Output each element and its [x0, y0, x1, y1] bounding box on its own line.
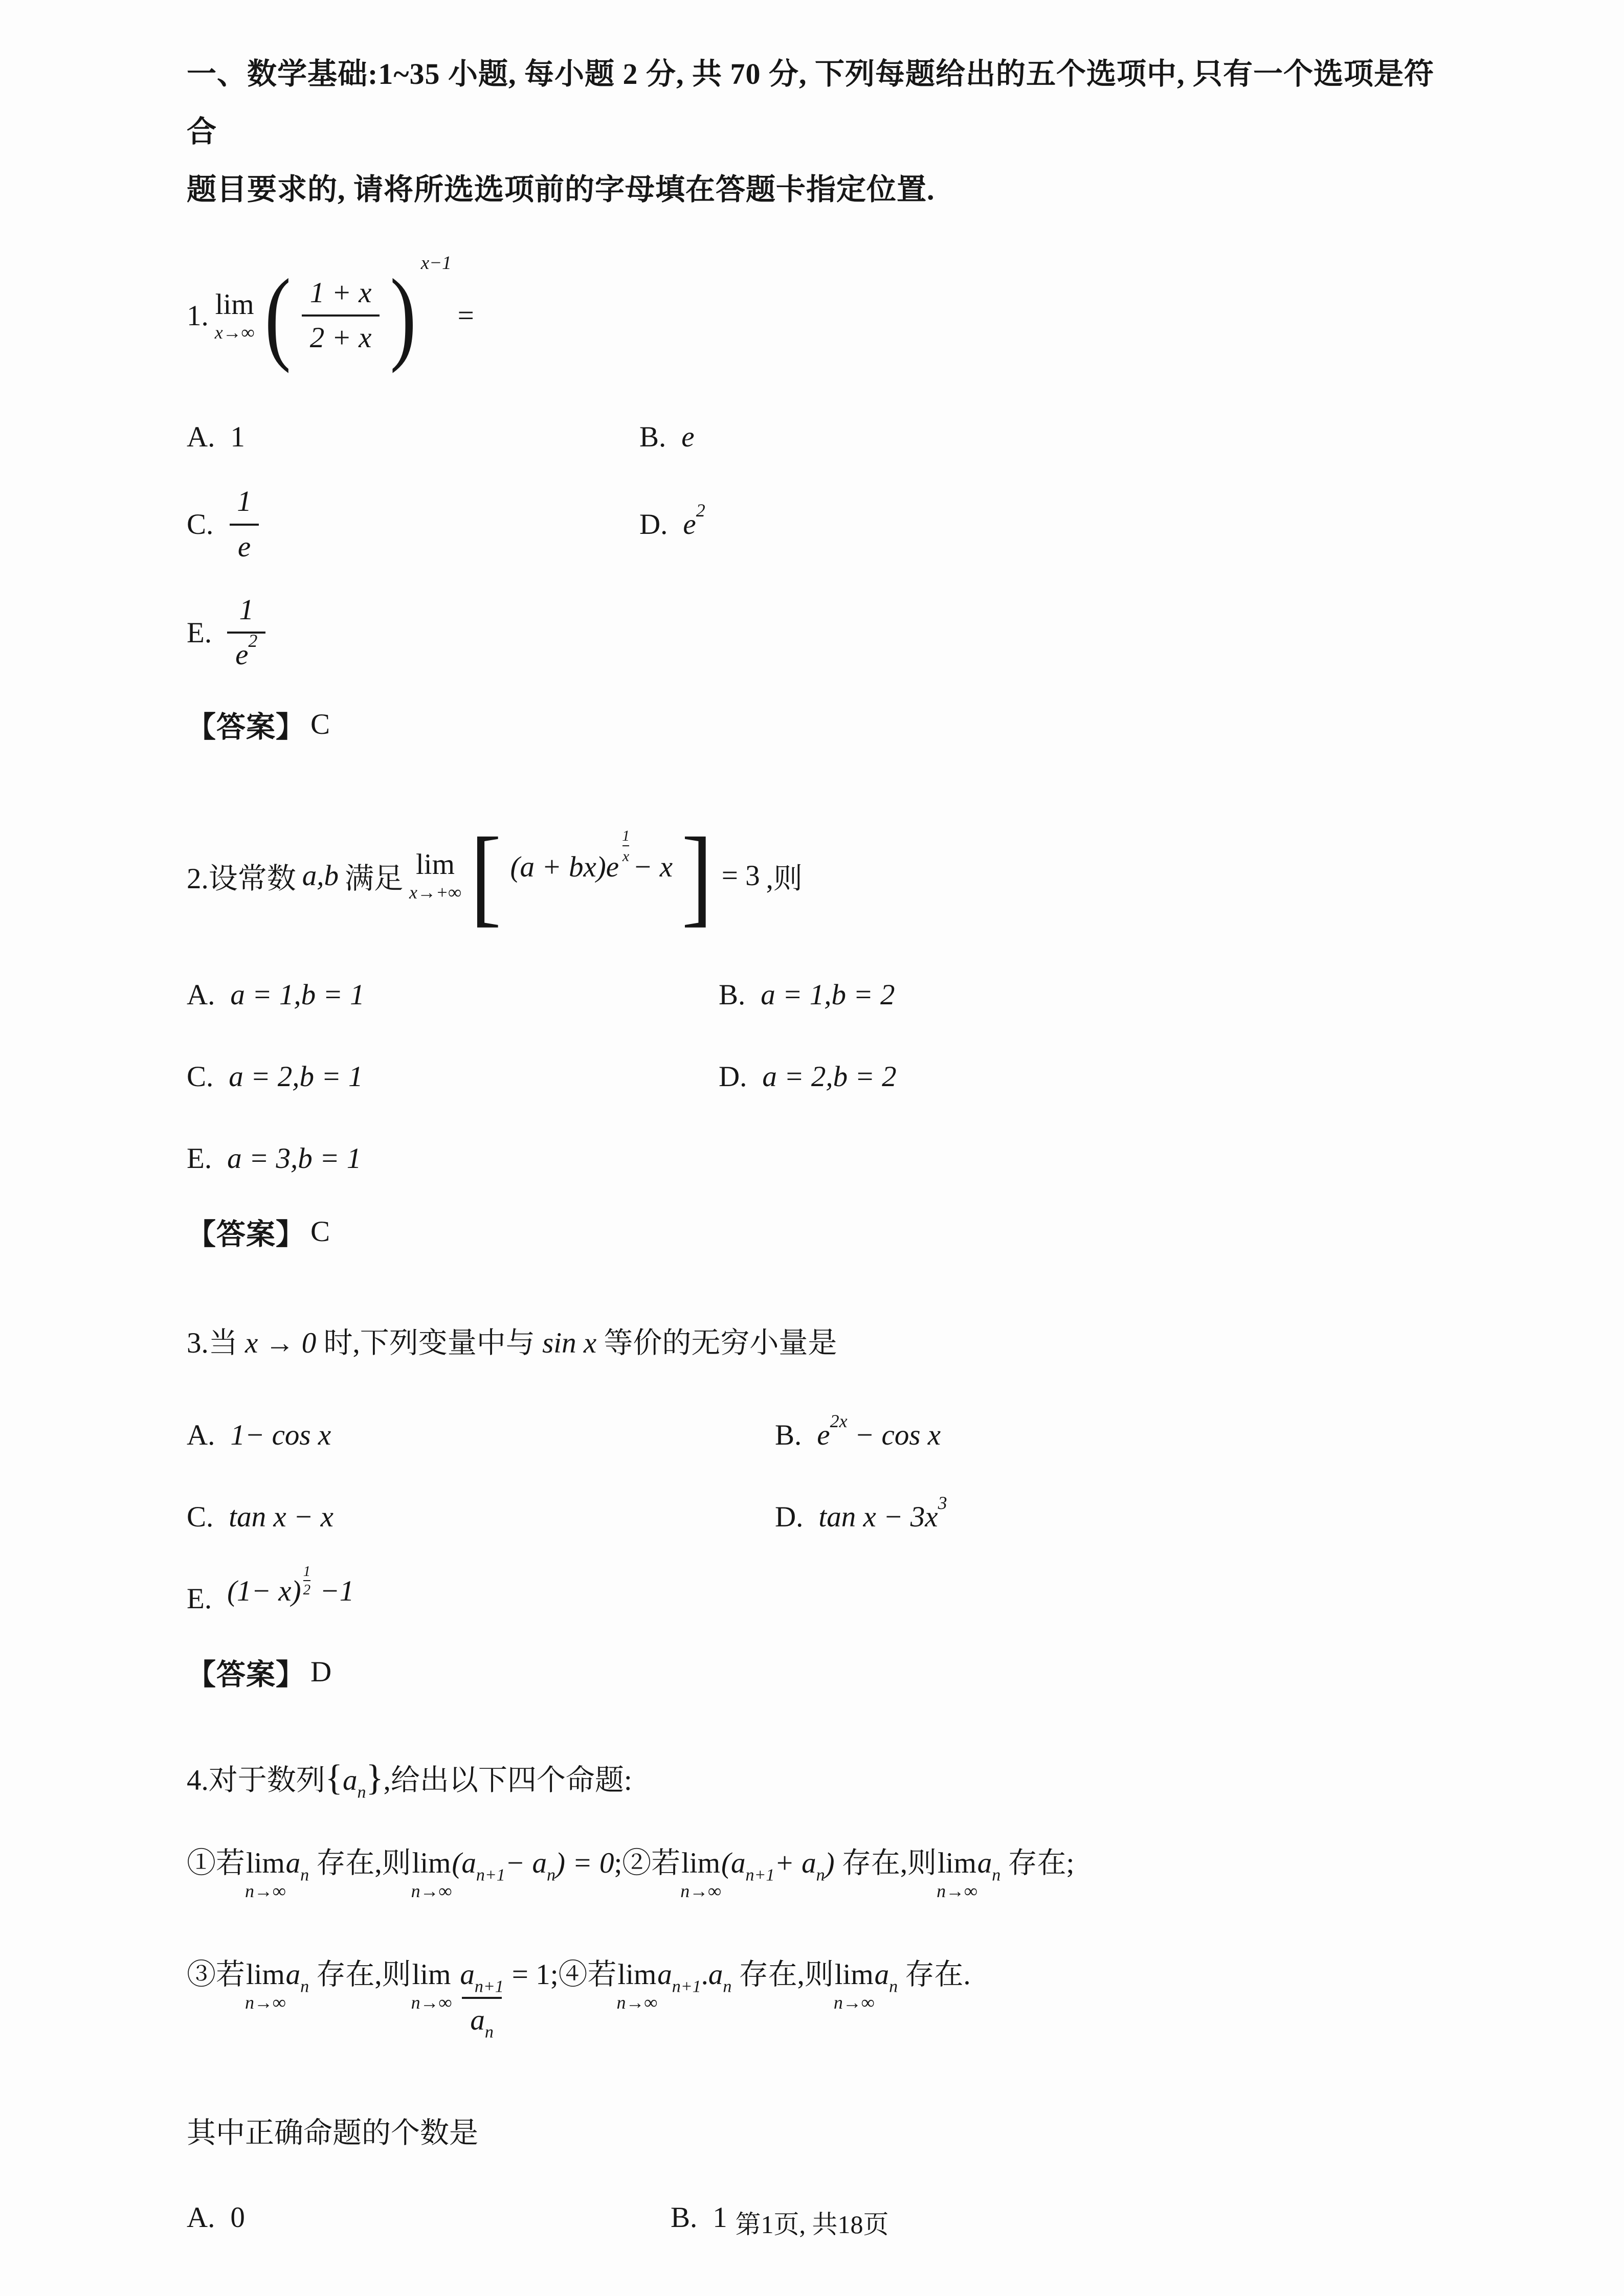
- option-b-label: B.: [639, 421, 666, 454]
- lim-word: lim: [246, 1847, 285, 1880]
- option-c-label: C.: [187, 508, 214, 541]
- a-sub: n: [992, 1865, 1001, 1885]
- prop3-eq-one: = 1: [511, 1959, 550, 1991]
- option-c-fraction: [229, 484, 260, 565]
- limit-operator: [834, 1960, 875, 2012]
- sequence-a: a: [342, 1764, 358, 1796]
- q1-option-d: [639, 500, 705, 541]
- question-3-stem: [187, 1324, 1450, 1362]
- answer-label: 【答案】: [187, 1218, 305, 1251]
- option-e-value: a = 3,b = 1: [227, 1142, 362, 1175]
- option-a-label: A.: [187, 978, 215, 1011]
- expr-plus: + a: [774, 1847, 816, 1880]
- a-term: a: [874, 1959, 889, 1991]
- lim-subscript: n→∞: [680, 1881, 721, 1902]
- q3-text-pre: 3.当: [187, 1326, 245, 1359]
- q2-answer-value: C: [310, 1215, 330, 1248]
- equals-sign: =: [457, 299, 474, 332]
- a-sub-n: n: [816, 1865, 825, 1885]
- option-e-label: E.: [187, 1582, 212, 1615]
- a-sub-n1: n+1: [672, 1977, 701, 1996]
- prop1-exists-then: 存在,则: [309, 1847, 411, 1880]
- q1-option-c: [187, 484, 639, 565]
- a-term: a: [708, 1959, 723, 1991]
- e-exponent: 2: [696, 500, 705, 521]
- a-sub-n1: n+1: [474, 1977, 504, 1996]
- option-a-value: 1: [230, 421, 245, 454]
- limit-operator: [245, 1960, 286, 2012]
- a-term: a: [285, 1847, 301, 1880]
- q3-sinx: sin x: [542, 1326, 597, 1359]
- option-a-label: A.: [187, 2201, 215, 2234]
- sequence-sub-n: n: [357, 1783, 366, 1802]
- lim-word: lim: [412, 1847, 451, 1880]
- q2-expr-tail: − x: [633, 851, 673, 884]
- lim-subscript: n→∞: [245, 1992, 286, 2013]
- a-term: a: [285, 1959, 301, 1991]
- option-c-label: C.: [187, 1060, 214, 1093]
- sup-den: x: [622, 845, 629, 866]
- expr-minus: − a: [505, 1847, 547, 1880]
- q2-option-a: [187, 978, 719, 1011]
- option-d-value: [683, 500, 705, 541]
- q3-option-d: [775, 1492, 947, 1534]
- option-b-label: B.: [775, 1419, 802, 1451]
- option-d-value: [818, 1492, 947, 1534]
- fraction-numerator: 1: [239, 594, 254, 626]
- q1-option-a: [187, 420, 639, 454]
- option-e-value: [227, 1563, 354, 1623]
- q2-text-mid: 满足: [345, 862, 403, 895]
- fraction-denominator: 2 + x: [302, 314, 380, 355]
- lim-word: lim: [681, 1847, 721, 1880]
- q1-option-e: [187, 593, 265, 673]
- q1-answer-value: C: [310, 708, 330, 741]
- prop4-exists: 存在.: [898, 1959, 971, 1991]
- expr-open: (a: [721, 1847, 746, 1880]
- a-sub: n: [300, 1865, 309, 1885]
- a-sub: n: [889, 1977, 898, 1996]
- prop1-text: ①若: [187, 1847, 245, 1880]
- q2-option-c: [187, 1060, 719, 1093]
- sup-num: 1: [622, 827, 630, 845]
- fraction-numerator: 1 + x: [309, 276, 372, 309]
- option-e-label: E.: [187, 616, 212, 649]
- a-sub-n: n: [547, 1865, 555, 1885]
- q3-answer-value: D: [310, 1656, 332, 1689]
- a-term: a: [470, 2004, 485, 2036]
- a-sub-n1: n+1: [476, 1865, 505, 1885]
- lim-subscript: x→∞: [214, 322, 255, 343]
- option-d-label: D.: [639, 508, 668, 541]
- expr-open: (a: [452, 1847, 476, 1880]
- option-a-value: 0: [230, 2201, 245, 2234]
- q1-exponent: x−1: [420, 252, 452, 274]
- fraction-denominator: [462, 1997, 502, 2042]
- q2-equals-three: = 3: [721, 860, 760, 892]
- page-footer: 第1页, 共18页: [735, 2210, 889, 2239]
- option-a-label: A.: [187, 1419, 215, 1451]
- prop4-text: ;④若: [550, 1959, 617, 1991]
- question-4-stem: [187, 1754, 1450, 1802]
- q1-options-row-cd: [187, 484, 1450, 565]
- option-b-value: e: [681, 421, 695, 454]
- lim-subscript: n→∞: [411, 1881, 452, 1902]
- q3-options-row-e: [187, 1563, 1450, 1623]
- fraction-numerator: 1: [237, 485, 252, 518]
- limit-operator: [215, 290, 255, 342]
- e-base: e: [817, 1419, 830, 1451]
- lim-word: lim: [246, 1959, 285, 1991]
- q2-exponent-fraction: [622, 827, 630, 865]
- lim-subscript: x→+∞: [409, 882, 461, 903]
- q4-text-pre: 4.对于数列: [187, 1764, 325, 1796]
- prop2-exists: 存在;: [1000, 1847, 1075, 1880]
- open-bracket: [: [470, 815, 502, 937]
- option-d-label: D.: [775, 1500, 804, 1533]
- option-b-value: 1: [713, 2201, 727, 2234]
- q4-text-post: ,给出以下四个命题:: [383, 1764, 632, 1796]
- half-power-fraction: [303, 1564, 311, 1599]
- q3-options-row-cd: [187, 1492, 1450, 1534]
- option-e-label: E.: [187, 1142, 212, 1175]
- a-term: a: [460, 1959, 475, 1991]
- limit-operator: [411, 1849, 452, 1900]
- limit-operator: [411, 1960, 452, 2012]
- q1-fraction: [302, 276, 380, 356]
- lim-subscript: n→∞: [411, 1992, 452, 2013]
- q4-propositions-3-4: [187, 1956, 1450, 2042]
- q1-answer-row: [187, 704, 1450, 746]
- ratio-fraction: [452, 1957, 511, 2042]
- option-b-label: B.: [671, 2201, 698, 2234]
- prop2-text: ;②若: [614, 1847, 681, 1880]
- option-e-tail: −1: [313, 1574, 354, 1607]
- q2-option-d: [719, 1060, 897, 1093]
- q2-expression: [510, 827, 673, 901]
- lim-word: lim: [617, 1959, 657, 1991]
- a-term: a: [977, 1847, 992, 1880]
- product-dot: .: [701, 1959, 708, 1991]
- option-c-value: a = 2,b = 1: [229, 1060, 363, 1093]
- expr-eq-zero: ) = 0: [555, 1847, 614, 1880]
- q3-text-mid: 时,下列变量中与: [316, 1326, 543, 1359]
- q2-options-row-ab: [187, 978, 1450, 1011]
- e-exponent: 2x: [830, 1410, 848, 1431]
- expr-close: ): [825, 1847, 835, 1880]
- open-paren: (: [264, 257, 292, 374]
- close-paren: ): [390, 257, 417, 374]
- lim-word: lim: [415, 848, 455, 881]
- lim-word: lim: [937, 1847, 976, 1880]
- question-2-stem: [187, 809, 1450, 942]
- question-1-formula: [187, 254, 1450, 377]
- q3-option-b: [775, 1410, 941, 1452]
- q3-x-to-zero: x → 0: [245, 1326, 317, 1359]
- a-sub-n: n: [484, 2022, 494, 2042]
- option-a-value: 1− cos x: [230, 1419, 331, 1451]
- q3-text-post: 等价的无穷小量是: [596, 1326, 837, 1359]
- a-term: a: [657, 1959, 672, 1991]
- section-header: [187, 45, 1450, 218]
- q3-option-c: [187, 1500, 775, 1534]
- close-bracket: ]: [681, 815, 713, 937]
- q2-answer-row: [187, 1211, 1450, 1253]
- option-e-fraction: [227, 593, 265, 673]
- limit-operator: [617, 1960, 658, 2012]
- limit-operator: [245, 1849, 286, 1900]
- q2-options-row-cd: [187, 1060, 1450, 1093]
- e-base: e: [683, 508, 696, 541]
- q2-option-e: [187, 1142, 361, 1175]
- q2-expr-body: (a + bx)e: [510, 851, 619, 884]
- q1-options-row-e: [187, 593, 1450, 673]
- limit-operator: [937, 1849, 977, 1900]
- q1-options-row-ab: [187, 420, 1450, 454]
- limit-operator: [680, 1849, 721, 1900]
- option-d-body: tan x − 3x: [818, 1500, 938, 1533]
- q2-option-b: [719, 978, 895, 1011]
- option-d-label: D.: [719, 1060, 747, 1093]
- option-b-value: [817, 1410, 941, 1452]
- option-c-value: tan x − x: [229, 1500, 333, 1533]
- prop4-exists-then: 存在,则: [731, 1959, 834, 1991]
- lim-subscript: n→∞: [833, 1992, 875, 2013]
- a-sub-n1: n+1: [745, 1865, 775, 1885]
- answer-label: 【答案】: [187, 711, 305, 744]
- lim-subscript: n→∞: [245, 1881, 286, 1902]
- option-e-base: (1− x): [227, 1574, 301, 1607]
- lim-word: lim: [834, 1959, 874, 1991]
- option-d-value: a = 2,b = 2: [762, 1060, 897, 1093]
- header-line1: 一、数学基础:1~35 小题, 每小题 2 分, 共 70 分, 下列每题给出的五个选项中, 只有一个选项是符合: [187, 57, 1434, 149]
- answer-label: 【答案】: [187, 1658, 305, 1691]
- option-a-value: a = 1,b = 1: [230, 978, 365, 1011]
- option-b-rest: − cos x: [847, 1419, 941, 1451]
- sup-num: 1: [303, 1563, 311, 1580]
- q4-count-question: 其中正确命题的个数是: [187, 2117, 478, 2150]
- option-b-value: a = 1,b = 2: [761, 978, 895, 1011]
- close-brace: }: [366, 1758, 384, 1798]
- x-cubed-exponent: 3: [938, 1492, 947, 1513]
- q2-options-row-e: [187, 1142, 1450, 1175]
- option-b-label: B.: [719, 978, 746, 1011]
- open-brace: {: [325, 1758, 343, 1798]
- q4-propositions-1-2: [187, 1845, 1450, 1900]
- fraction-denominator: [227, 632, 265, 672]
- limit-operator: [409, 850, 461, 902]
- lim-word: lim: [215, 288, 254, 321]
- e-base: e: [235, 639, 249, 671]
- prop3-exists-then: 存在,则: [309, 1959, 411, 1991]
- header-line2: 题目要求的, 请将所选选项前的字母填在答题卡指定位置.: [187, 173, 935, 207]
- q2-text-post: ,则: [766, 862, 803, 895]
- q2-text-pre: 2.设常数: [187, 862, 296, 895]
- question-1-number: 1.: [187, 299, 209, 332]
- option-a-label: A.: [187, 421, 215, 454]
- lim-word: lim: [412, 1959, 451, 1991]
- q3-options-row-ab: [187, 1410, 1450, 1452]
- option-c-label: C.: [187, 1500, 214, 1533]
- q2-constants: a,b: [302, 860, 339, 892]
- fraction-denominator: e: [230, 524, 259, 565]
- a-sub: n: [300, 1977, 309, 1996]
- prop2-exists-then: 存在,则: [834, 1847, 937, 1880]
- sup-den: 2: [303, 1580, 311, 1599]
- a-sub-n: n: [723, 1977, 732, 1996]
- lim-subscript: n→∞: [937, 1881, 977, 1902]
- lim-subscript: n→∞: [616, 1992, 658, 2013]
- prop3-text: ③若: [187, 1959, 245, 1991]
- e-exponent: 2: [248, 631, 258, 651]
- q1-option-b: [639, 420, 695, 454]
- close-paren-with-exponent: [386, 252, 452, 374]
- q3-option-e: [187, 1563, 354, 1623]
- fraction-numerator: [452, 1957, 511, 1996]
- q3-answer-row: [187, 1651, 1450, 1693]
- q3-option-a: [187, 1419, 775, 1452]
